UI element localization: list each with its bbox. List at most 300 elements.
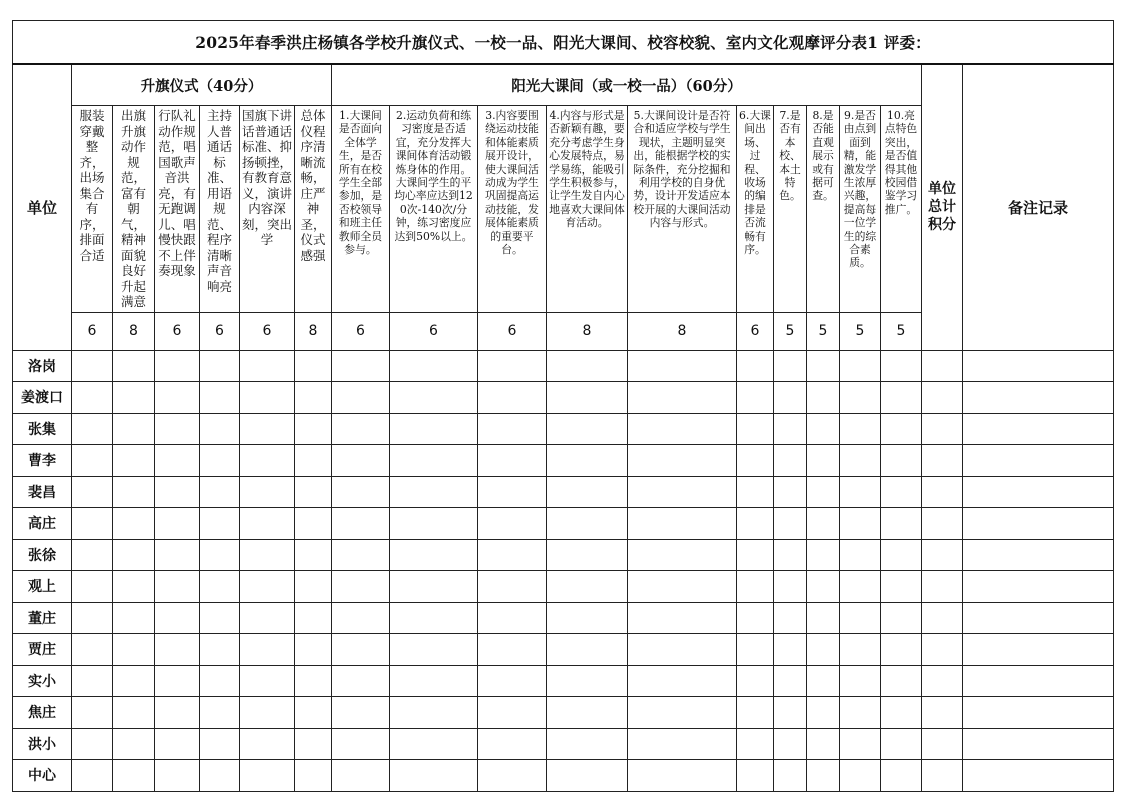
score-cell[interactable]: [72, 760, 113, 792]
score-cell[interactable]: [807, 634, 840, 666]
score-cell[interactable]: [628, 571, 737, 603]
score-cell[interactable]: [155, 760, 200, 792]
score-cell[interactable]: [113, 508, 155, 540]
unit-name: 贾庄: [13, 634, 72, 666]
score-cell[interactable]: [200, 665, 240, 697]
unit-name: 洪小: [13, 728, 72, 760]
exercise-group-header: 阳光大课间（或一校一品）（60分）: [332, 64, 922, 106]
score-cell[interactable]: [774, 476, 807, 508]
table-row: [13, 665, 1114, 697]
total-score-cell[interactable]: [922, 665, 963, 697]
total-score-cell[interactable]: [922, 382, 963, 414]
score-cell[interactable]: [155, 602, 200, 634]
score-cell[interactable]: [155, 571, 200, 603]
score-cell[interactable]: [547, 602, 628, 634]
scoring-sheet: [12, 20, 1113, 792]
score-cell[interactable]: [113, 413, 155, 445]
score-cell[interactable]: [628, 382, 737, 414]
score-cell[interactable]: [478, 539, 547, 571]
score-cell[interactable]: [295, 476, 332, 508]
score-cell[interactable]: [547, 728, 628, 760]
total-score-cell[interactable]: [922, 476, 963, 508]
score-cell[interactable]: [240, 413, 295, 445]
score-cell[interactable]: [881, 350, 922, 382]
score-cell[interactable]: [390, 728, 478, 760]
score-cell[interactable]: [628, 697, 737, 729]
score-cell[interactable]: [881, 476, 922, 508]
notes-cell[interactable]: [963, 508, 1114, 540]
score-cell[interactable]: [113, 634, 155, 666]
score-cell[interactable]: [807, 571, 840, 603]
score-cell[interactable]: [881, 634, 922, 666]
score-cell[interactable]: [200, 571, 240, 603]
total-score-cell[interactable]: [922, 760, 963, 792]
score-cell[interactable]: [478, 602, 547, 634]
score-cell[interactable]: [628, 634, 737, 666]
unit-name: 曹李: [13, 445, 72, 477]
score-cell[interactable]: [113, 728, 155, 760]
score-cell[interactable]: [628, 602, 737, 634]
score-cell[interactable]: [332, 382, 390, 414]
score-cell[interactable]: [200, 508, 240, 540]
score-cell[interactable]: [72, 697, 113, 729]
criterion-6: 总体仪程序清晰流畅，庄严神圣，仪式感强: [295, 106, 332, 313]
score-cell[interactable]: [295, 634, 332, 666]
score-cell[interactable]: [547, 665, 628, 697]
notes-cell[interactable]: [963, 571, 1114, 603]
score-cell[interactable]: [155, 413, 200, 445]
score-cell[interactable]: [774, 697, 807, 729]
score-cell[interactable]: [840, 665, 881, 697]
score-cell[interactable]: [478, 508, 547, 540]
unit-name: 裴昌: [13, 476, 72, 508]
criterion-1: 服装穿戴整齐，出场集合有序，排面合适: [72, 106, 113, 313]
score-cell[interactable]: [332, 539, 390, 571]
score-cell[interactable]: [200, 350, 240, 382]
score-cell[interactable]: [113, 760, 155, 792]
score-cell[interactable]: [72, 413, 113, 445]
unit-name: 实小: [13, 665, 72, 697]
score-cell[interactable]: [478, 350, 547, 382]
notes-cell[interactable]: [963, 539, 1114, 571]
score-cell[interactable]: [390, 665, 478, 697]
score-cell[interactable]: [774, 350, 807, 382]
total-score-cell[interactable]: [922, 350, 963, 382]
score-cell[interactable]: [332, 476, 390, 508]
score-cell[interactable]: [155, 476, 200, 508]
score-cell[interactable]: [478, 728, 547, 760]
score-cell[interactable]: [840, 350, 881, 382]
scoring-table: [12, 20, 1114, 792]
score-cell[interactable]: [737, 728, 774, 760]
score-cell[interactable]: [72, 539, 113, 571]
score-cell[interactable]: [774, 602, 807, 634]
score-cell[interactable]: [240, 350, 295, 382]
notes-cell[interactable]: [963, 476, 1114, 508]
score-cell[interactable]: [737, 665, 774, 697]
score-cell[interactable]: [881, 602, 922, 634]
score-cell[interactable]: [881, 382, 922, 414]
score-cell[interactable]: [295, 571, 332, 603]
unit-name: 观上: [13, 571, 72, 603]
criterion-11: 5.大课间设计是否符合和适应学校与学生现状，主题明显突出，能根据学校的实际条件，充分挖掘和利用学校的自身优势，设计开发适应本校开展的大课间活动内容与形式。: [628, 106, 737, 313]
score-cell[interactable]: [295, 665, 332, 697]
score-cell[interactable]: [737, 476, 774, 508]
total-score-cell[interactable]: [922, 634, 963, 666]
score-cell[interactable]: [295, 760, 332, 792]
score-cell[interactable]: [547, 382, 628, 414]
score-cell[interactable]: [155, 539, 200, 571]
score-cell[interactable]: [390, 571, 478, 603]
score-cell[interactable]: [628, 476, 737, 508]
score-cell[interactable]: [628, 760, 737, 792]
score-cell[interactable]: [737, 571, 774, 603]
score-cell[interactable]: [113, 539, 155, 571]
score-cell[interactable]: [840, 508, 881, 540]
notes-cell[interactable]: [963, 350, 1114, 382]
notes-cell[interactable]: [963, 665, 1114, 697]
score-cell[interactable]: [478, 697, 547, 729]
criterion-points-4: 6: [200, 312, 240, 350]
score-cell[interactable]: [737, 382, 774, 414]
criterion-12: 6.大课间出场、过程、收场的编排是否流畅有序。: [737, 106, 774, 313]
score-cell[interactable]: [774, 634, 807, 666]
score-cell[interactable]: [628, 665, 737, 697]
score-cell[interactable]: [881, 571, 922, 603]
score-cell[interactable]: [390, 634, 478, 666]
score-cell[interactable]: [240, 602, 295, 634]
score-cell[interactable]: [295, 697, 332, 729]
score-cell[interactable]: [547, 697, 628, 729]
table-row: [13, 508, 1114, 540]
criterion-7: 1.大课间是否面向全体学生，是否所有在校学生全部参加，是否校领导和班主任教师全员参与。: [332, 106, 390, 313]
unit-name: 姜渡口: [13, 382, 72, 414]
score-cell[interactable]: [240, 571, 295, 603]
score-cell[interactable]: [200, 382, 240, 414]
score-cell[interactable]: [478, 476, 547, 508]
score-cell[interactable]: [155, 634, 200, 666]
score-cell[interactable]: [881, 665, 922, 697]
score-cell[interactable]: [737, 413, 774, 445]
score-cell[interactable]: [390, 350, 478, 382]
score-cell[interactable]: [295, 602, 332, 634]
score-cell[interactable]: [881, 697, 922, 729]
table-row: [13, 382, 1114, 414]
total-score-cell[interactable]: [922, 539, 963, 571]
score-cell[interactable]: [737, 350, 774, 382]
criterion-16: 10.亮点特色突出，是否值得其他校园借鉴学习推广。: [881, 106, 922, 313]
total-score-cell[interactable]: [922, 571, 963, 603]
score-cell[interactable]: [295, 382, 332, 414]
table-row: [13, 350, 1114, 382]
score-cell[interactable]: [72, 508, 113, 540]
score-cell[interactable]: [72, 445, 113, 477]
score-cell[interactable]: [390, 445, 478, 477]
notes-cell[interactable]: [963, 634, 1114, 666]
score-cell[interactable]: [72, 571, 113, 603]
score-cell[interactable]: [390, 602, 478, 634]
criterion-points-10: 8: [547, 312, 628, 350]
score-cell[interactable]: [240, 760, 295, 792]
score-cell[interactable]: [774, 665, 807, 697]
table-row: [13, 634, 1114, 666]
criterion-14: 8.是否能直观展示或有据可查。: [807, 106, 840, 313]
score-cell[interactable]: [628, 445, 737, 477]
score-cell[interactable]: [113, 382, 155, 414]
score-cell[interactable]: [113, 665, 155, 697]
score-cell[interactable]: [737, 697, 774, 729]
notes-cell[interactable]: [963, 445, 1114, 477]
score-cell[interactable]: [807, 350, 840, 382]
score-cell[interactable]: [240, 382, 295, 414]
score-cell[interactable]: [774, 571, 807, 603]
score-cell[interactable]: [295, 728, 332, 760]
table-row: [13, 571, 1114, 603]
total-score-cell[interactable]: [922, 413, 963, 445]
score-cell[interactable]: [72, 634, 113, 666]
score-cell[interactable]: [200, 697, 240, 729]
score-cell[interactable]: [628, 413, 737, 445]
page-title: 2025年春季洪庄杨镇各学校升旗仪式、一校一品、阳光大课间、校容校貌、室内文化观摩评分表1 评委：: [13, 21, 1114, 65]
score-cell[interactable]: [737, 602, 774, 634]
score-cell[interactable]: [737, 539, 774, 571]
score-cell[interactable]: [390, 539, 478, 571]
score-cell[interactable]: [774, 760, 807, 792]
score-cell[interactable]: [840, 760, 881, 792]
score-cell[interactable]: [155, 508, 200, 540]
score-cell[interactable]: [113, 350, 155, 382]
score-cell[interactable]: [547, 445, 628, 477]
score-cell[interactable]: [332, 508, 390, 540]
criterion-4: 主持人普通话标准、用语规范、程序清晰声音响亮: [200, 106, 240, 313]
score-cell[interactable]: [840, 571, 881, 603]
score-cell[interactable]: [881, 445, 922, 477]
score-cell[interactable]: [332, 728, 390, 760]
score-cell[interactable]: [478, 760, 547, 792]
score-cell[interactable]: [478, 571, 547, 603]
score-cell[interactable]: [807, 413, 840, 445]
criterion-points-12: 6: [737, 312, 774, 350]
notes-cell[interactable]: [963, 697, 1114, 729]
score-cell[interactable]: [807, 539, 840, 571]
score-cell[interactable]: [390, 476, 478, 508]
score-cell[interactable]: [240, 539, 295, 571]
score-cell[interactable]: [200, 413, 240, 445]
score-cell[interactable]: [240, 697, 295, 729]
score-cell[interactable]: [113, 602, 155, 634]
criterion-points-7: 6: [332, 312, 390, 350]
score-cell[interactable]: [155, 350, 200, 382]
score-cell[interactable]: [113, 445, 155, 477]
score-cell[interactable]: [155, 697, 200, 729]
score-cell[interactable]: [478, 413, 547, 445]
total-score-cell[interactable]: [922, 602, 963, 634]
score-cell[interactable]: [807, 445, 840, 477]
score-cell[interactable]: [840, 634, 881, 666]
score-cell[interactable]: [113, 571, 155, 603]
score-cell[interactable]: [737, 634, 774, 666]
score-cell[interactable]: [547, 539, 628, 571]
criterion-2: 出旗升旗动作规范，富有朝气，精神面貌良好升起满意: [113, 106, 155, 313]
score-cell[interactable]: [881, 728, 922, 760]
score-cell[interactable]: [332, 445, 390, 477]
score-cell[interactable]: [774, 539, 807, 571]
score-cell[interactable]: [332, 602, 390, 634]
score-cell[interactable]: [240, 476, 295, 508]
score-cell[interactable]: [72, 665, 113, 697]
score-cell[interactable]: [881, 539, 922, 571]
score-cell[interactable]: [390, 508, 478, 540]
score-cell[interactable]: [72, 728, 113, 760]
criterion-points-5: 6: [240, 312, 295, 350]
score-cell[interactable]: [807, 697, 840, 729]
score-cell[interactable]: [774, 508, 807, 540]
unit-name: 高庄: [13, 508, 72, 540]
score-cell[interactable]: [774, 728, 807, 760]
score-cell[interactable]: [807, 382, 840, 414]
score-cell[interactable]: [155, 728, 200, 760]
score-cell[interactable]: [72, 350, 113, 382]
score-cell[interactable]: [332, 634, 390, 666]
score-cell[interactable]: [200, 539, 240, 571]
score-cell[interactable]: [807, 760, 840, 792]
criterion-points-14: 5: [807, 312, 840, 350]
score-cell[interactable]: [332, 350, 390, 382]
score-cell[interactable]: [295, 445, 332, 477]
score-cell[interactable]: [240, 634, 295, 666]
score-cell[interactable]: [807, 665, 840, 697]
criterion-points-3: 6: [155, 312, 200, 350]
score-cell[interactable]: [547, 760, 628, 792]
score-cell[interactable]: [840, 413, 881, 445]
total-score-cell[interactable]: [922, 728, 963, 760]
total-score-cell[interactable]: [922, 697, 963, 729]
score-cell[interactable]: [155, 382, 200, 414]
score-cell[interactable]: [737, 760, 774, 792]
score-cell[interactable]: [155, 445, 200, 477]
score-cell[interactable]: [774, 382, 807, 414]
score-cell[interactable]: [478, 634, 547, 666]
score-cell[interactable]: [840, 476, 881, 508]
total-score-cell[interactable]: [922, 508, 963, 540]
score-cell[interactable]: [200, 728, 240, 760]
criterion-points-13: 5: [774, 312, 807, 350]
score-cell[interactable]: [840, 445, 881, 477]
unit-name: 焦庄: [13, 697, 72, 729]
score-cell[interactable]: [72, 602, 113, 634]
score-cell[interactable]: [240, 665, 295, 697]
score-cell[interactable]: [628, 539, 737, 571]
score-cell[interactable]: [113, 697, 155, 729]
total-score-header: 单位总计积分: [922, 64, 963, 350]
score-cell[interactable]: [72, 476, 113, 508]
score-cell[interactable]: [807, 602, 840, 634]
notes-cell[interactable]: [963, 602, 1114, 634]
score-cell[interactable]: [628, 350, 737, 382]
score-cell[interactable]: [547, 350, 628, 382]
score-cell[interactable]: [881, 760, 922, 792]
score-cell[interactable]: [547, 413, 628, 445]
criterion-points-11: 8: [628, 312, 737, 350]
criterion-15: 9.是否由点到面到精，能激发学生浓厚兴趣，提高每一位学生的综合素质。: [840, 106, 881, 313]
score-cell[interactable]: [478, 665, 547, 697]
score-cell[interactable]: [840, 602, 881, 634]
score-cell[interactable]: [200, 634, 240, 666]
score-cell[interactable]: [72, 382, 113, 414]
score-cell[interactable]: [840, 382, 881, 414]
score-cell[interactable]: [628, 728, 737, 760]
table-row: [13, 476, 1114, 508]
criterion-13: 7.是否有本校、本土特色。: [774, 106, 807, 313]
score-cell[interactable]: [200, 760, 240, 792]
score-cell[interactable]: [240, 728, 295, 760]
score-cell[interactable]: [807, 476, 840, 508]
score-cell[interactable]: [332, 571, 390, 603]
score-cell[interactable]: [390, 413, 478, 445]
score-cell[interactable]: [547, 476, 628, 508]
score-cell[interactable]: [295, 350, 332, 382]
score-cell[interactable]: [200, 602, 240, 634]
total-score-cell[interactable]: [922, 445, 963, 477]
score-cell[interactable]: [881, 413, 922, 445]
score-cell[interactable]: [737, 445, 774, 477]
score-cell[interactable]: [807, 728, 840, 760]
criterion-9: 3.内容要围绕运动技能和体能素质展开设计，使大课间活动成为学生巩固提高运动技能，发展体能素质的重要平台。: [478, 106, 547, 313]
score-cell[interactable]: [774, 445, 807, 477]
criterion-5: 国旗下讲话普通话标准、抑扬顿挫，有教育意义，演讲内容深刻，突出学: [240, 106, 295, 313]
score-cell[interactable]: [332, 760, 390, 792]
score-cell[interactable]: [547, 508, 628, 540]
score-cell[interactable]: [390, 697, 478, 729]
score-cell[interactable]: [155, 665, 200, 697]
score-cell[interactable]: [240, 445, 295, 477]
score-cell[interactable]: [295, 508, 332, 540]
notes-cell[interactable]: [963, 413, 1114, 445]
score-cell[interactable]: [737, 508, 774, 540]
score-cell[interactable]: [390, 760, 478, 792]
unit-name: 张徐: [13, 539, 72, 571]
notes-cell[interactable]: [963, 760, 1114, 792]
score-cell[interactable]: [547, 634, 628, 666]
score-cell[interactable]: [478, 382, 547, 414]
score-cell[interactable]: [332, 413, 390, 445]
score-cell[interactable]: [628, 508, 737, 540]
score-cell[interactable]: [478, 445, 547, 477]
score-cell[interactable]: [332, 697, 390, 729]
score-cell[interactable]: [547, 571, 628, 603]
criterion-points-9: 6: [478, 312, 547, 350]
notes-cell[interactable]: [963, 382, 1114, 414]
score-cell[interactable]: [881, 508, 922, 540]
score-cell[interactable]: [840, 728, 881, 760]
score-cell[interactable]: [113, 476, 155, 508]
unit-name: 张集: [13, 413, 72, 445]
score-cell[interactable]: [774, 413, 807, 445]
score-cell[interactable]: [240, 508, 295, 540]
criterion-points-15: 5: [840, 312, 881, 350]
notes-cell[interactable]: [963, 728, 1114, 760]
score-cell[interactable]: [807, 508, 840, 540]
score-cell[interactable]: [332, 665, 390, 697]
score-cell[interactable]: [840, 697, 881, 729]
score-cell[interactable]: [295, 539, 332, 571]
score-cell[interactable]: [390, 382, 478, 414]
table-row: [13, 602, 1114, 634]
score-cell[interactable]: [840, 539, 881, 571]
score-cell[interactable]: [200, 445, 240, 477]
score-cell[interactable]: [200, 476, 240, 508]
score-cell[interactable]: [295, 413, 332, 445]
